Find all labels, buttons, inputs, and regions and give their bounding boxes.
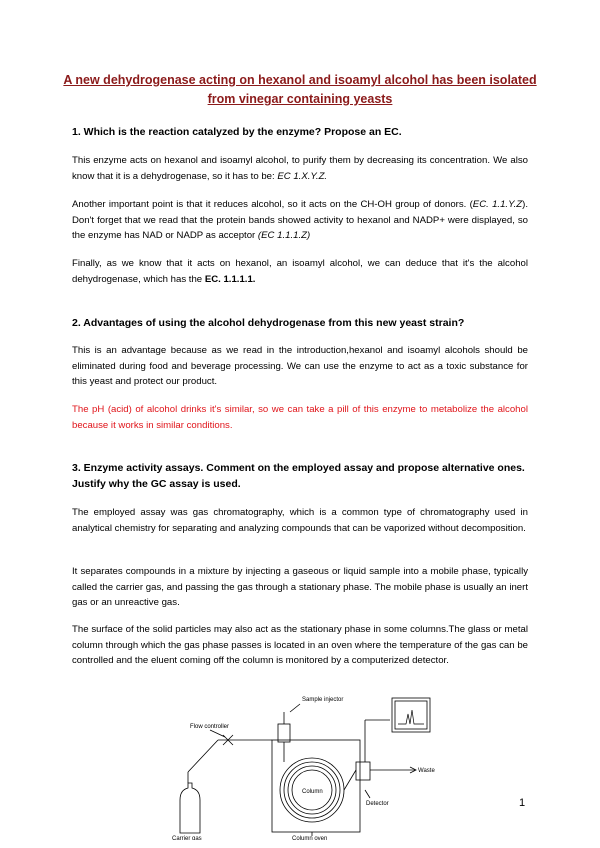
- label-column-oven: Column oven: [292, 836, 328, 840]
- label-sample-injector: Sample injector: [302, 697, 344, 703]
- q3-paragraph-1: The employed assay was gas chromatography, which is a common type of chromatography used in analytical chemistry for separating and analyzing compounds that can be vaporized without decomposition.: [72, 507, 528, 534]
- q3-heading: 3. Enzyme activity assays. Comment on the employed assay and propose alternative ones. Justify why the GC assay is used.: [72, 462, 525, 490]
- q1-paragraph-3: Finally, as we know that it acts on hexanol, an isoamyl alcohol, we can deduce that it's the alcohol dehydrogenase, which has the EC. 1.1.1.1.: [72, 258, 528, 285]
- gas-chromatograph-diagram: [160, 690, 450, 840]
- detector-box: [356, 762, 370, 780]
- label-flow-controller: Flow controller: [190, 724, 230, 730]
- page-number: 1: [519, 797, 526, 809]
- q2-paragraph-1: This is an advantage because as we read in the introduction,hexanol and isoamyl alcohols should be eliminated during food and beverage processing. We can use the enzyme to act as a toxic substance for this yeast and protect our product.: [72, 345, 528, 387]
- label-column: Column: [302, 789, 323, 795]
- label-waste: Waste: [418, 768, 435, 774]
- carrier-gas-cylinder: [180, 783, 200, 833]
- q2-heading: 2. Advantages of using the alcohol dehydrogenase from this new yeast strain?: [72, 317, 465, 329]
- q2-paragraph-2-red: The pH (acid) of alcohol drinks it's similar, so we can take a pill of this enzyme to metabolize the alcohol because it works in similar conditions.: [72, 404, 528, 431]
- q1-heading: 1. Which is the reaction catalyzed by the enzyme? Propose an EC.: [72, 126, 402, 138]
- q3-paragraph-3: The surface of the solid particles may also act as the stationary phase in some columns.The glass or metal column through which the gas phase passes is located in an oven where the temperature of the gas can be controlled and the eluent coming off the column is monitored by a computerized detector.: [72, 624, 528, 666]
- q1-paragraph-2: Another important point is that it reduces alcohol, so it acts on the CH-OH group of donors. (EC. 1.1.Y.Z). Don't forget that we read that the protein bands showed activity to hexanol and NADP+ were displayed, so the enzyme has NAD or NADP as acceptor (EC 1.1.1.Z): [72, 199, 528, 241]
- label-carrier-gas: Carrier gas: [172, 836, 202, 840]
- label-detector: Detector: [366, 801, 389, 807]
- document-title: A new dehydrogenase acting on hexanol and isoamyl alcohol has been isolated from vinegar containing yeasts: [63, 73, 537, 106]
- q1-paragraph-1: This enzyme acts on hexanol and isoamyl alcohol, to purify them by decreasing its concentration. We also know that it is a dehydrogenase, so it has to be: EC 1.X.Y.Z.: [72, 155, 528, 182]
- chromatogram-peaks: [398, 710, 424, 724]
- sample-injector: [278, 724, 290, 742]
- q3-paragraph-2: It separates compounds in a mixture by injecting a gaseous or liquid sample into a mobile phase, typically called the carrier gas, and passing the gas through a stationary phase. The mobile phase is usually an inert gas or an unreactive gas.: [72, 566, 528, 608]
